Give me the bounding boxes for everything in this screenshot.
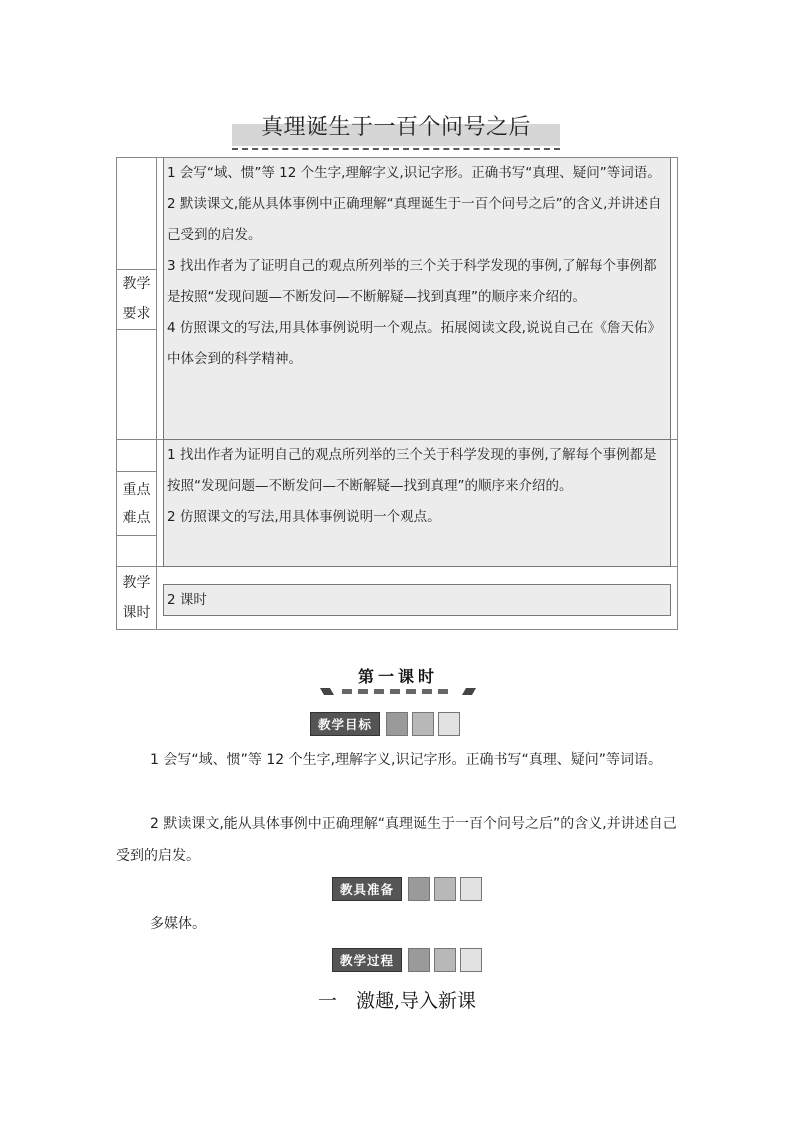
header-segment bbox=[117, 158, 156, 270]
table-row-key-points bbox=[117, 440, 677, 567]
decor-square bbox=[434, 948, 456, 972]
requirement-item-3: 3 找出作者为了证明自己的观点所列举的三个关于科学发现的事例,了解每个事例都是按照“发现问题—不断发问—不断解疑—找到真理”的顺序来介绍的。 bbox=[167, 258, 657, 305]
row-content-box bbox=[163, 584, 671, 616]
decor-square bbox=[408, 877, 430, 901]
goal-item-1: 1 会写“域、惯”等 12 个生字,理解字义,识记字形。正确书写“真理、疑问”等词语。 bbox=[150, 752, 662, 768]
page-title: 真理诞生于一百个问号之后 bbox=[260, 115, 531, 140]
decor-square bbox=[408, 948, 430, 972]
row-header-cell bbox=[117, 158, 157, 439]
row-header-label-line1: 重点 bbox=[117, 476, 156, 504]
key-point-item-2: 2 仿照课文的写法,用具体事例说明一个观点。 bbox=[167, 509, 441, 525]
process-subheading: 一 激趣,导入新课 bbox=[317, 990, 477, 1012]
goal-item-2: 2 默读课文,能从具体事例中正确理解“真理诞生于一百个问号之后”的含义,并讲述自己受到的启发。 bbox=[116, 816, 677, 864]
row-content-box bbox=[163, 440, 671, 567]
section-label-tools bbox=[332, 877, 484, 901]
lesson-heading-ornament bbox=[320, 686, 476, 696]
decor-square bbox=[434, 877, 456, 901]
decor-square bbox=[438, 712, 460, 736]
requirement-item-4: 4 仿照课文的写法,用具体事例说明一个观点。拓展阅读文段,说说自己在《詹天佑》中体会到的科学精神。 bbox=[167, 320, 661, 367]
table-row-requirements bbox=[117, 158, 677, 440]
header-segment bbox=[117, 440, 156, 472]
row-header-label-line1: 教学 bbox=[117, 569, 156, 597]
requirement-item-1: 1 会写“域、惯”等 12 个生字,理解字义,识记字形。正确书写“真理、疑问”等词语。 bbox=[167, 165, 661, 181]
row-header-label-line2: 要求 bbox=[117, 300, 156, 328]
decor-square bbox=[460, 877, 482, 901]
goals-label: 教学目标 bbox=[310, 712, 380, 736]
section-label-process bbox=[332, 948, 484, 972]
row-header-label-line1: 教学 bbox=[117, 270, 156, 298]
key-point-item-1: 1 找出作者为证明自己的观点所列举的三个关于科学发现的事例,了解每个事例都是按照“发现问题—不断发问—不断解疑—找到真理”的顺序来介绍的。 bbox=[167, 447, 657, 494]
lesson-heading: 第一课时 bbox=[357, 667, 438, 686]
table-row-periods bbox=[117, 567, 677, 629]
decor-square bbox=[412, 712, 434, 736]
row-header-label-line2: 难点 bbox=[117, 504, 156, 532]
decor-square bbox=[460, 948, 482, 972]
title-dashed-underline bbox=[232, 148, 560, 150]
process-label: 教学过程 bbox=[332, 948, 402, 972]
section-label-goals bbox=[310, 712, 462, 736]
lesson-heading-block bbox=[318, 664, 478, 704]
requirement-item-2: 2 默读课文,能从具体事例中正确理解“真理诞生于一百个问号之后”的含义,并讲述自己受到的启发。 bbox=[167, 196, 662, 243]
decor-square bbox=[386, 712, 408, 736]
lesson-requirements-table bbox=[116, 157, 678, 630]
row-header-cell bbox=[117, 567, 157, 629]
row-header-cell bbox=[117, 440, 157, 566]
period-item: 2 课时 bbox=[167, 592, 207, 608]
row-header-label-line2: 课时 bbox=[117, 599, 156, 627]
row-content-box bbox=[163, 158, 671, 440]
tools-label: 教具准备 bbox=[332, 877, 402, 901]
page-title-block bbox=[232, 108, 560, 152]
tools-text: 多媒体。 bbox=[150, 916, 206, 932]
